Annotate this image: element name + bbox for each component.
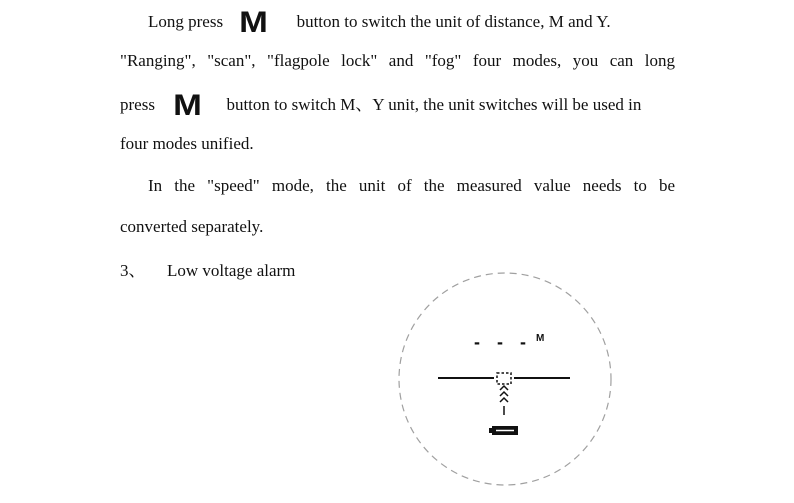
viewfinder-circle	[399, 273, 611, 485]
paragraph-modes-line3: four modes unified.	[120, 134, 254, 153]
m-button-icon: M	[239, 6, 269, 39]
paragraph-modes-line2	[120, 89, 675, 122]
paragraph-unit-switch-line1	[148, 6, 703, 39]
text-segment: button to switch M、Y unit, the unit switches will be used in	[226, 94, 642, 114]
paragraph-speed-line2: converted separately.	[120, 217, 264, 236]
section-title: Low voltage alarm	[167, 261, 296, 280]
unit-indicator: M	[536, 333, 545, 344]
battery-low-icon	[489, 426, 518, 435]
reticle-crosshair-icon	[438, 373, 570, 415]
text-segment: button to switch the unit of distance, M and Y.	[296, 11, 611, 31]
m-button-icon: M	[173, 89, 203, 122]
paragraph-speed-line1: In the "speed" mode, the unit of the measured value needs to be	[148, 176, 675, 195]
distance-readout-placeholder: - - -	[474, 332, 532, 352]
viewfinder-diagram	[396, 270, 614, 488]
section-number: 3、	[120, 261, 146, 280]
text-segment: press	[120, 94, 155, 114]
paragraph-modes-line1: "Ranging", "scan", "flagpole lock" and "fog" four modes, you can long	[120, 51, 675, 70]
text-segment: Long press	[148, 11, 224, 31]
